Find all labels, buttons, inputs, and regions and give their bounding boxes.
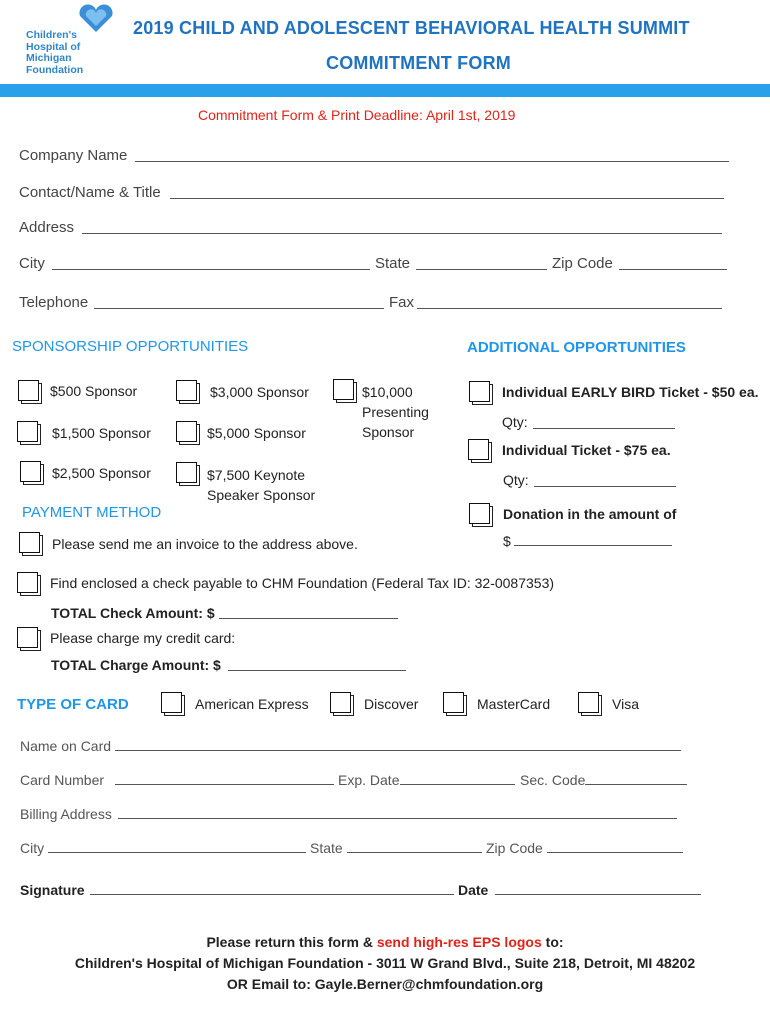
state-label: State: [375, 255, 411, 272]
email-address[interactable]: OR Email to: Gayle.Berner@chmfoundation.org: [226, 976, 544, 992]
return-instructions: [0, 934, 770, 950]
sponsor-2500-checkbox[interactable]: [23, 464, 44, 485]
signature-label: Signature: [20, 882, 85, 898]
credit-card-checkbox[interactable]: [20, 630, 41, 651]
visa-label: Visa: [612, 696, 639, 712]
invoice-checkbox[interactable]: [22, 535, 43, 556]
early-bird-label: Individual EARLY BIRD Ticket - $50 ea.: [502, 384, 759, 400]
city-label: City: [19, 255, 45, 272]
page-subtitle: COMMITMENT FORM: [326, 53, 511, 73]
billing-address-label: Billing Address: [20, 806, 112, 822]
check-total-field[interactable]: [219, 618, 398, 619]
discover-checkbox[interactable]: [333, 695, 354, 716]
mailing-address: Children's Hospital of Michigan Foundation - 3011 W Grand Blvd., Suite 218, Detroit, MI 48202: [74, 955, 696, 971]
donation-dollar-label: $: [503, 533, 511, 549]
date-field[interactable]: [495, 894, 701, 895]
additional-heading: ADDITIONAL OPPORTUNITIES: [467, 339, 686, 356]
individual-ticket-checkbox[interactable]: [471, 442, 492, 463]
date-label: Date: [458, 882, 489, 898]
return-instructions-suffix: to:: [541, 934, 564, 950]
visa-checkbox[interactable]: [581, 695, 602, 716]
charge-total-field[interactable]: [228, 670, 406, 671]
card-zip-label: Zip Code: [486, 840, 543, 856]
telephone-label: Telephone: [19, 294, 89, 311]
fax-label: Fax: [389, 294, 415, 311]
logo: [24, 4, 114, 78]
amex-checkbox[interactable]: [164, 695, 185, 716]
sponsor-7500-checkbox[interactable]: [179, 465, 200, 486]
contact-name-label: Contact/Name & Title: [19, 184, 161, 201]
card-number-field[interactable]: [115, 784, 334, 785]
individual-qty-field[interactable]: [534, 486, 676, 487]
state-field[interactable]: [416, 269, 547, 270]
card-city-label: City: [20, 840, 45, 856]
company-name-field[interactable]: [135, 161, 729, 162]
zip-label: Zip Code: [552, 255, 613, 272]
telephone-field[interactable]: [94, 308, 384, 309]
logo-request-text: send high-res EPS logos: [376, 934, 542, 950]
address-field[interactable]: [82, 233, 722, 234]
sponsor-5000-checkbox[interactable]: [179, 424, 200, 445]
discover-label: Discover: [364, 696, 419, 712]
check-label: Find enclosed a check payable to CHM Foundation (Federal Tax ID: 32-0087353): [50, 575, 555, 591]
sponsor-2500-label: $2,500 Sponsor: [52, 465, 151, 481]
zip-field[interactable]: [619, 269, 727, 270]
sec-code-field[interactable]: [585, 784, 687, 785]
invoice-label: Please send me an invoice to the address above.: [52, 536, 358, 552]
card-state-field[interactable]: [347, 852, 482, 853]
amex-label: American Express: [195, 696, 309, 712]
city-field[interactable]: [52, 269, 370, 270]
return-instructions-text: Please return this form &: [206, 934, 377, 950]
sponsor-7500-label: $7,500 Keynote Speaker Sponsor: [207, 467, 316, 503]
name-on-card-field[interactable]: [115, 750, 681, 751]
credit-card-label: Please charge my credit card:: [50, 630, 236, 646]
donation-amount-field[interactable]: [514, 545, 672, 546]
sponsor-500-checkbox[interactable]: [21, 383, 42, 404]
card-zip-field[interactable]: [547, 852, 683, 853]
exp-date-field[interactable]: [400, 784, 515, 785]
billing-address-field[interactable]: [118, 818, 677, 819]
name-on-card-label: Name on Card: [20, 738, 112, 754]
early-bird-qty-label: Qty:: [502, 414, 528, 430]
contact-name-field[interactable]: [170, 198, 724, 199]
donation-label: Donation in the amount of: [503, 506, 677, 522]
charge-total-label: TOTAL Charge Amount: $: [51, 657, 221, 673]
mastercard-checkbox[interactable]: [446, 695, 467, 716]
sponsor-3000-checkbox[interactable]: [179, 383, 200, 404]
mastercard-label: MasterCard: [477, 696, 551, 712]
sec-code-label: Sec. Code: [520, 772, 586, 788]
exp-date-label: Exp. Date: [338, 772, 400, 788]
deadline-notice: Commitment Form & Print Deadline: April 1st, 2019: [198, 107, 516, 123]
company-name-label: Company Name: [19, 147, 128, 164]
sponsorship-heading: SPONSORSHIP OPPORTUNITIES: [12, 338, 249, 355]
address-label: Address: [19, 219, 75, 236]
individual-ticket-label: Individual Ticket - $75 ea.: [502, 442, 671, 458]
page-title: 2019 CHILD AND ADOLESCENT BEHAVIORAL HEALTH SUMMIT: [133, 18, 690, 38]
donation-checkbox[interactable]: [472, 506, 493, 527]
card-number-label: Card Number: [20, 772, 105, 788]
card-state-label: State: [310, 840, 343, 856]
sponsor-10000-checkbox[interactable]: [336, 382, 357, 403]
early-bird-qty-field[interactable]: [533, 428, 675, 429]
sponsor-10000-label: $10,000 Presenting Sponsor: [362, 384, 429, 440]
header-band: [0, 84, 770, 97]
sponsor-5000-label: $5,000 Sponsor: [207, 425, 306, 441]
sponsor-500-label: $500 Sponsor: [50, 383, 138, 399]
sponsor-1500-checkbox[interactable]: [20, 424, 41, 445]
sponsor-1500-label: $1,500 Sponsor: [52, 425, 151, 441]
logo-text: Children's Hospital of Michigan Foundation: [26, 29, 84, 76]
fax-field[interactable]: [417, 308, 722, 309]
sponsor-3000-label: $3,000 Sponsor: [210, 384, 309, 400]
card-city-field[interactable]: [48, 852, 306, 853]
payment-heading: PAYMENT METHOD: [22, 504, 162, 521]
check-checkbox[interactable]: [20, 575, 41, 596]
signature-field[interactable]: [90, 894, 454, 895]
individual-qty-label: Qty:: [503, 472, 529, 488]
check-total-label: TOTAL Check Amount: $: [51, 605, 215, 621]
card-type-heading: TYPE OF CARD: [17, 696, 129, 713]
early-bird-checkbox[interactable]: [472, 384, 493, 405]
